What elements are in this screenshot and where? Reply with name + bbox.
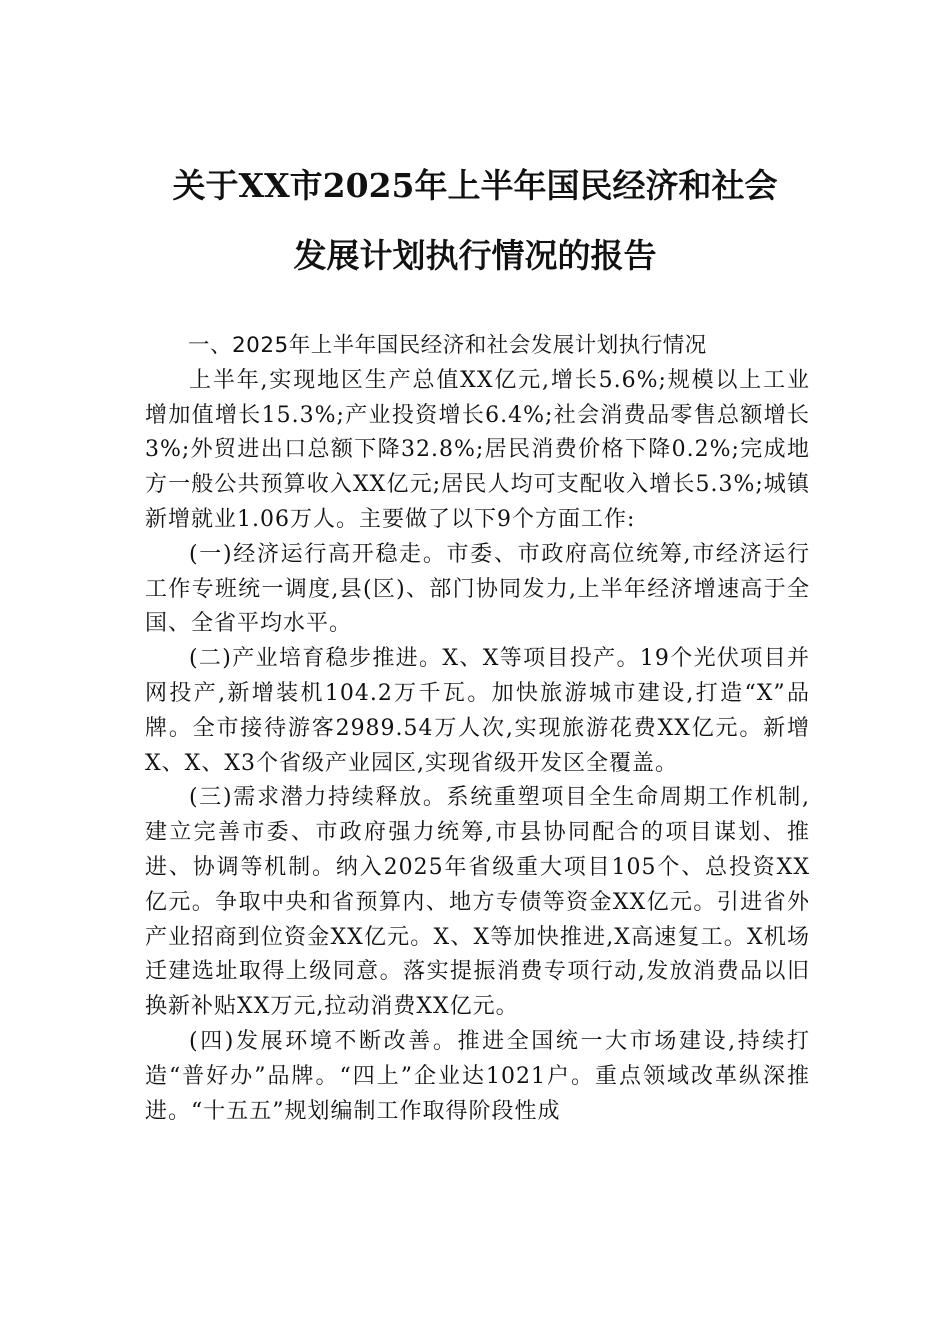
item-4-lead: (四)发展环境不断改善。	[189, 1028, 458, 1054]
paragraph-item-2	[145, 642, 810, 781]
paragraph-item-1	[145, 538, 810, 642]
section-heading: 一、2025年上半年国民经济和社会发展计划执行情况	[188, 333, 707, 358]
item-1-lead: (一)经济运行高开稳走。	[189, 541, 447, 567]
document-title-line-1: 关于XX市2025年上半年国民经济和社会	[172, 166, 778, 205]
intro-paragraph: 上半年,实现地区生产总值XX亿元,增长5.6%;规模以上工业增加值增长15.3%;产业投资增长6.4%;社会消费品零售总额增长3%;外贸进出口总额下降32.8%;居民消费价格下降0.2%;完成地方一般公共预算收入XX亿元;居民人均可支配收入增长5.3%;城镇新增就业1.06万人。主要做了以下9个方面工作:	[145, 367, 810, 532]
item-3-text: 系统重塑项目全生命周期工作机制,建立完善市委、市政府强力统筹,市县协同配合的项目谋划、推进、协调等机制。纳入2025年省级重大项目105个、总投资XX亿元。争取中央和省预算内、地方专债等资金XX亿元。引进省外产业招商到位资金XX亿元。X、X等加快推进,X高速复工。X机场迁建选址取得上级同意。落实提振消费专项行动,发放消费品以旧换新补贴XX万元,拉动消费XX亿元。	[145, 785, 811, 1020]
item-2-lead: (二)产业培育稳步推进。	[189, 646, 443, 672]
document-title-line-2: 发展计划执行情况的报告	[293, 236, 657, 275]
document-body	[145, 329, 810, 1129]
paragraph-item-4	[145, 1025, 810, 1129]
item-1-text: 市委、市政府高位统筹,市经济运行工作专班统一调度,县(区)、部门协同发力,上半年经济增速高于全国、全省平均水平。	[145, 541, 811, 637]
item-2-text: X、X等项目投产。19个光伏项目并网投产,新增装机104.2万千瓦。加快旅游城市建设,打造“X”品牌。全市接待游客2989.54万人次,实现旅游花费XX亿元。新增X、X、X3个省级产业园区,实现省级开发区全覆盖。	[145, 646, 810, 776]
item-3-lead: (三)需求潜力持续释放。	[189, 785, 447, 811]
paragraph-item-3	[145, 781, 810, 1025]
item-4-text: 推进全国统一大市场建设,持续打造“普好办”品牌。“四上”企业达1021户。重点领域改革纵深推进。“十五五”规划编制工作取得阶段性成	[145, 1028, 811, 1124]
